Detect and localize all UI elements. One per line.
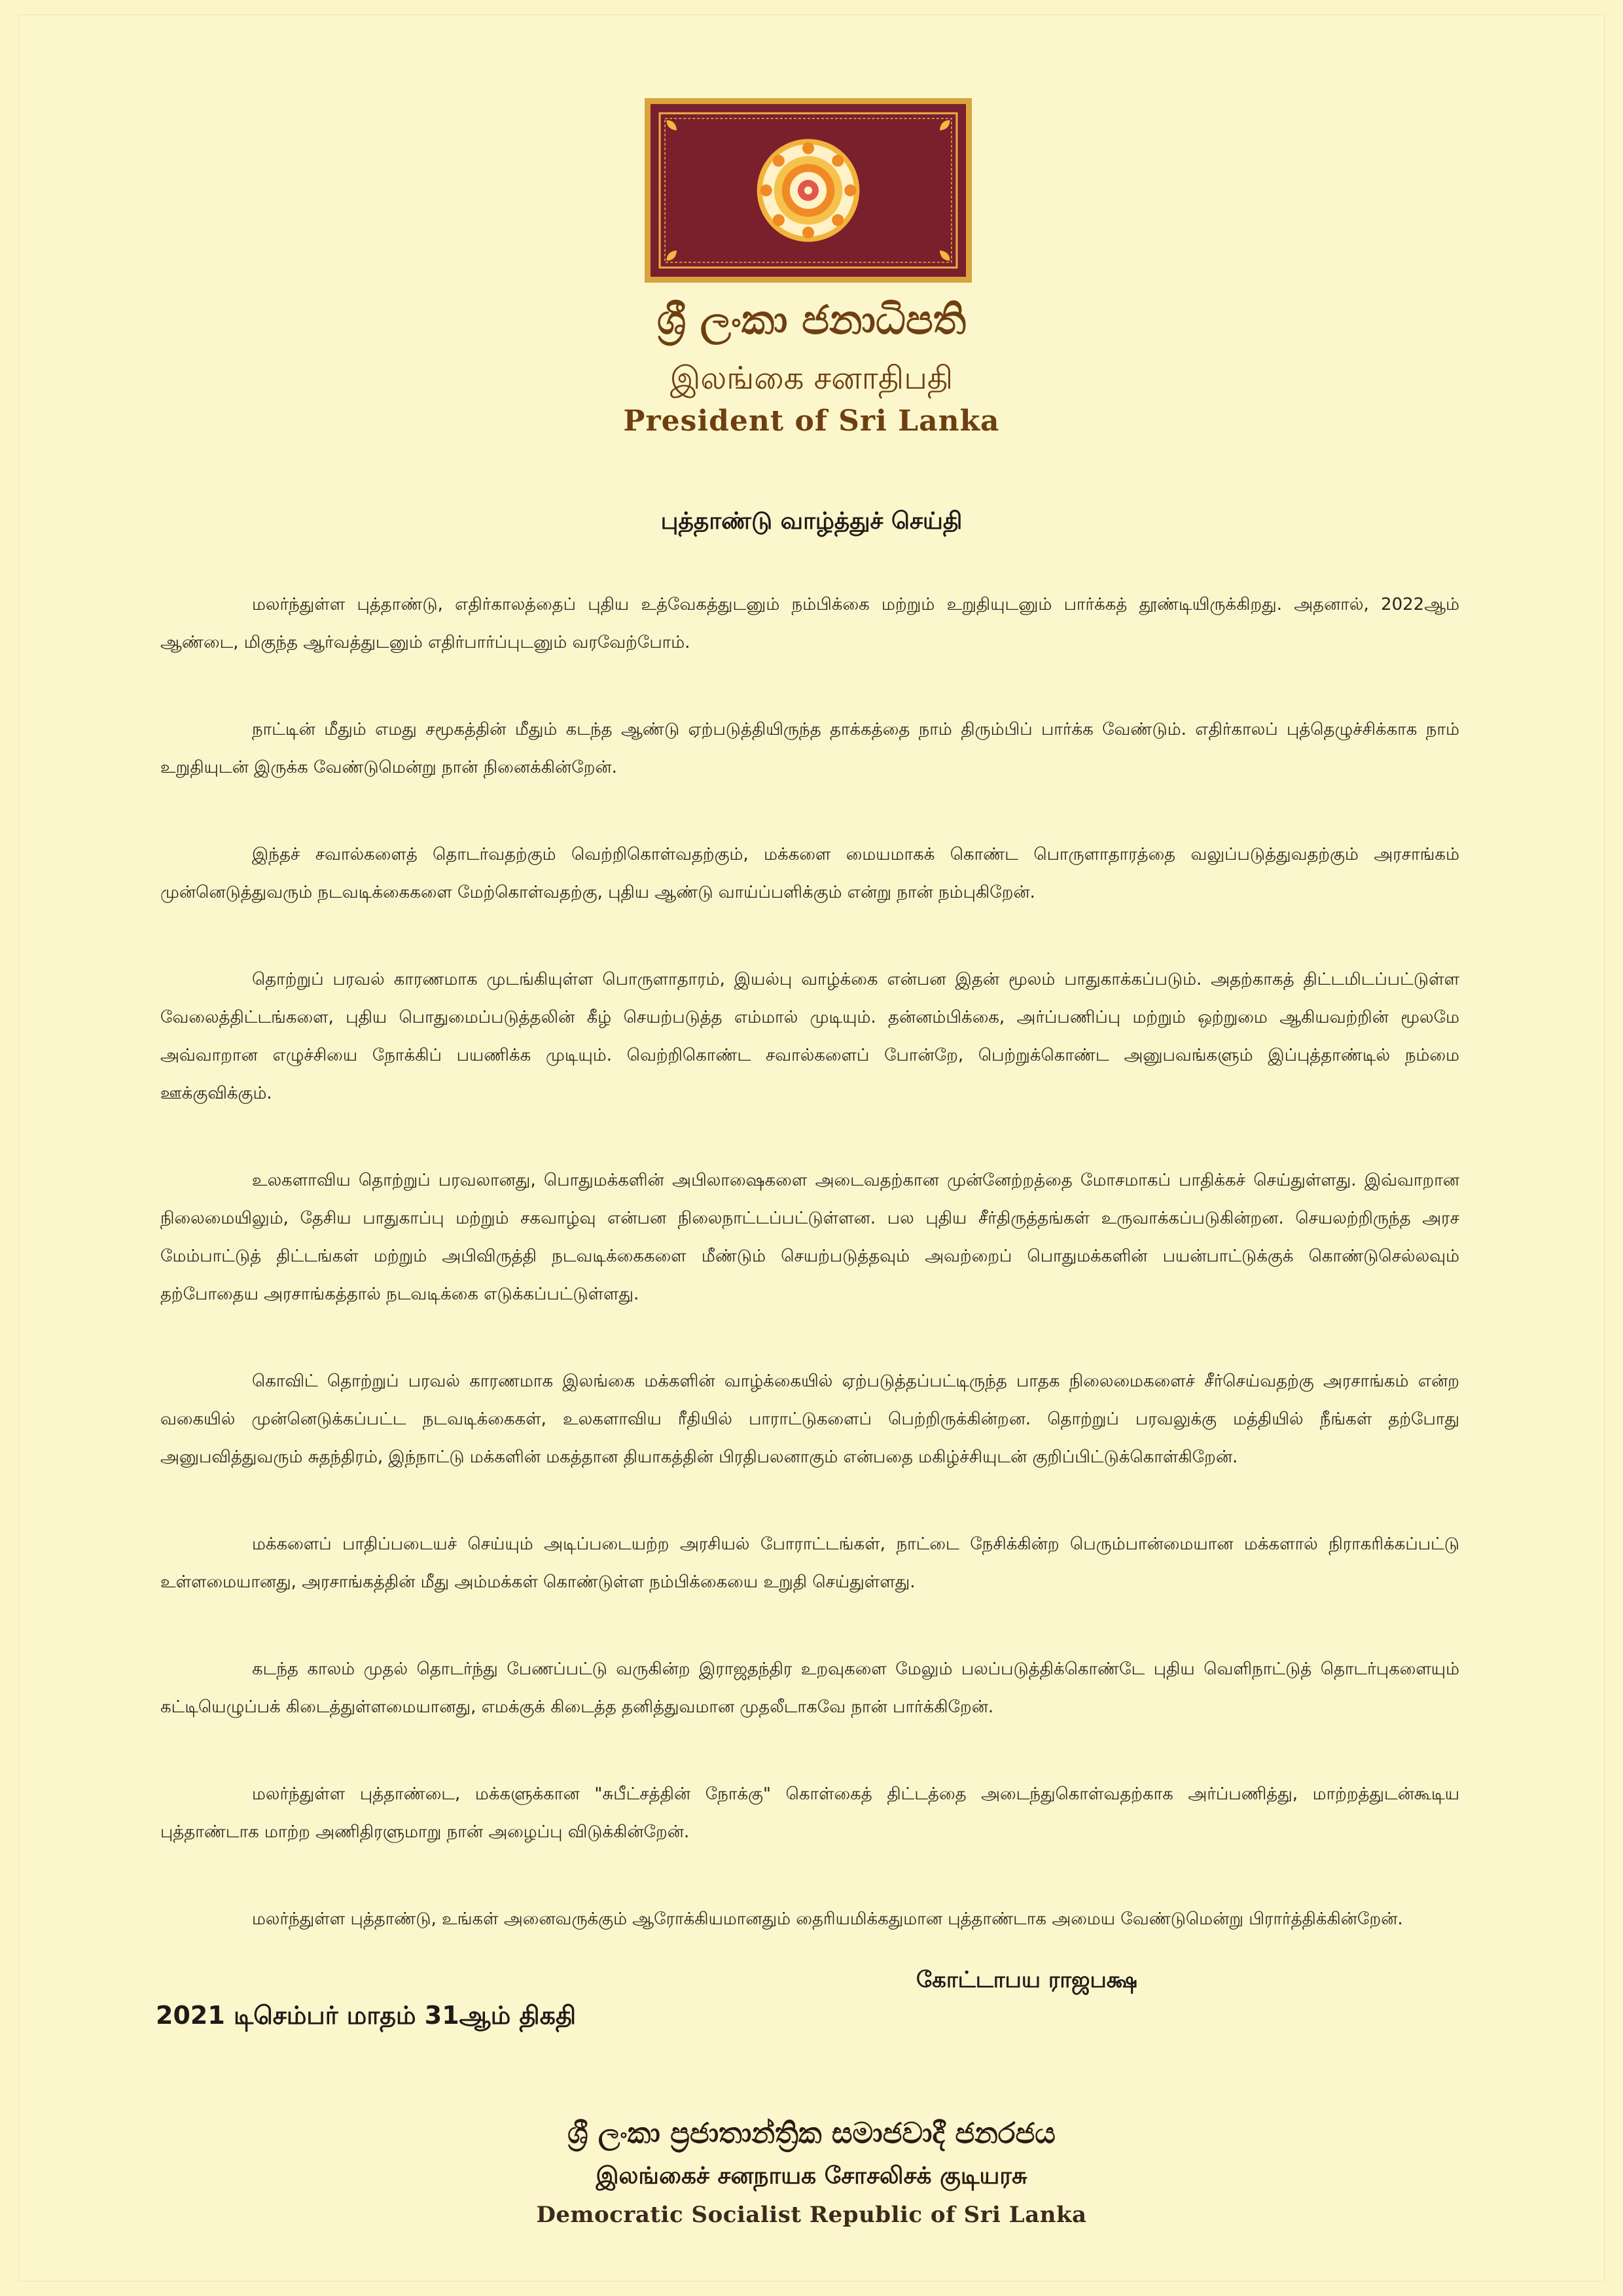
paragraph: இந்தச் சவால்களைத் தொடர்வதற்கும் வெற்றிகொள்வதற்கும், மக்களை மையமாகக் கொண்ட பொருளாதாரத்தை வலுப்படுத்துவதற்கும் அரசாங்கம் முன்னெடுத்துவரும் நடவடிக்கைகளை மேற்கொள்வதற்கு, புதிய ஆண்டு வாய்ப்பளிக்கும் என்று நான் நம்புகிறேன்.: [160, 845, 1459, 902]
document-date: 2021 டிசெம்பர் மாதம் 31ஆம் திகதி: [156, 2001, 577, 2030]
paragraph: மக்களைப் பாதிப்படையச் செய்யும் அடிப்படையற்ற அரசியல் போராட்டங்கள், நாட்டை நேசிக்கின்ற பெரும்பான்மையான மக்களால் நிராகரிக்கப்பட்டு உள்ளமையானது, அரசாங்கத்தின் மீது அம்மக்கள் கொண்டுள்ள நம்பிக்கையை உறுதி செய்துள்ளது.: [160, 1534, 1459, 1592]
footer-sinhala: ශ්‍රී ලංකා ප්‍රජාතාන්ත්‍රික සමාජවාදී ජනරජය: [567, 2117, 1056, 2150]
header-english: President of Sri Lanka: [623, 404, 1000, 438]
header-tamil: இலங்கை சனாதிபதி: [669, 360, 954, 397]
paragraph: உலகளாவிய தொற்றுப் பரவலானது, பொதுமக்களின் அபிலாஷைகளை அடைவதற்கான முன்னேற்றத்தை மோசமாகப் பாதிக்கச் செய்துள்ளது. இவ்வாறான நிலைமையிலும், தேசிய பாதுகாப்பு மற்றும் சகவாழ்வு என்பன நிலைநாட்டப்பட்டுள்ளன. பல புதிய சீர்திருத்தங்கள் உருவாக்கப்படுகின்றன. செயலற்றிருந்த அரச மேம்பாட்டுத் திட்டங்கள் மற்றும் அபிவிருத்தி நடவடிக்கைகளை மீண்டும் செயற்படுத்தவும் அவற்றைப் பொதுமக்களின் பயன்பாட்டுக்குக் கொண்டுசெல்லவும் தற்போதைய அரசாங்கத்தால் நடவடிக்கை எடுக்கப்பட்டுள்ளது.: [160, 1171, 1459, 1304]
paragraph: நாட்டின் மீதும் எமது சமூகத்தின் மீதும் கடந்த ஆண்டு ஏற்படுத்தியிருந்த தாக்கத்தை நாம் திரும்பிப் பார்க்க வேண்டும். எதிர்காலப் புத்தெழுச்சிக்காக நாம் உறுதியுடன் இருக்க வேண்டுமென்று நான் நினைக்கின்றேன்.: [160, 720, 1459, 777]
footer-english: Democratic Socialist Republic of Sri Lanka: [536, 2202, 1087, 2228]
paragraph: கொவிட் தொற்றுப் பரவல் காரணமாக இலங்கை மக்களின் வாழ்க்கையில் ஏற்படுத்தப்பட்டிருந்த பாதக நிலைமைகளைச் சீர்செய்வதற்கு அரசாங்கம் என்ற வகையில் முன்னெடுக்கப்பட்ட நடவடிக்கைகள், உலகளாவிய ரீதியில் பாராட்டுகளைப் பெற்றிருக்கின்றன. தொற்றுப் பரவலுக்கு மத்தியில் நீங்கள் தற்போது அனுபவித்துவரும் சுதந்திரம், இந்நாட்டு மக்களின் மகத்தான தியாகத்தின் பிரதிபலனாகும் என்பதை மகிழ்ச்சியுடன் குறிப்பிட்டுக்கொள்கிறேன்.: [160, 1371, 1459, 1467]
paragraph: மலர்ந்துள்ள புத்தாண்டு, உங்கள் அனைவருக்கும் ஆரோக்கியமானதும் தைரியமிக்கதுமான புத்தாண்டாக அமைய வேண்டுமென்று பிரார்த்திக்கின்றேன்.: [252, 1909, 1403, 1929]
signatory-name: கோட்டாபய ராஜபக்ஷ: [916, 1967, 1138, 1993]
paragraph: தொற்றுப் பரவல் காரணமாக முடங்கியுள்ள பொருளாதாரம், இயல்பு வாழ்க்கை என்பன இதன் மூலம் பாதுகாக்கப்படும். அதற்காகத் திட்டமிடப்பட்டுள்ள வேலைத்திட்டங்களை, புதிய பொதுமைப்படுத்தலின் கீழ் செயற்படுத்த எம்மால் முடியும். தன்னம்பிக்கை, அர்ப்பணிப்பு மற்றும் ஒற்றுமை ஆகியவற்றின் மூலமே அவ்வாறான எழுச்சியை நோக்கிப் பயணிக்க முடியும். வெற்றிகொண்ட சவால்களைப் போன்றே, பெற்றுக்கொண்ட அனுபவங்களும் இப்புத்தாண்டில் நம்மை ஊக்குவிக்கும்.: [160, 970, 1459, 1103]
paragraph: மலர்ந்துள்ள புத்தாண்டு, எதிர்காலத்தைப் புதிய உத்வேகத்துடனும் நம்பிக்கை மற்றும் உறுதியுடனும் பார்க்கத் தூண்டியிருக்கிறது. அதனால், 2022ஆம் ஆண்டை, மிகுந்த ஆர்வத்துடனும் எதிர்பார்ப்புடனும் வரவேற்போம்.: [160, 595, 1459, 652]
header-sinhala: ශ්‍රී ලංකා ජනාධිපති: [656, 296, 967, 344]
document-title: புத்தாண்டு வாழ்த்துச் செய்தி: [660, 508, 963, 535]
message-body: [160, 586, 1459, 1987]
presidential-flag-emblem-icon: [645, 98, 972, 283]
footer-tamil: இலங்கைச் சனநாயக சோசலிசக் குடியரசு: [596, 2163, 1027, 2189]
paragraph: கடந்த காலம் முதல் தொடர்ந்து பேணப்பட்டு வருகின்ற இராஜதந்திர உறவுகளை மேலும் பலப்படுத்திக்கொண்டே புதிய வெளிநாட்டுத் தொடர்புகளையும் கட்டியெழுப்பக் கிடைத்துள்ளமையானது, எமக்குக் கிடைத்த தனித்துவமான முதலீடாகவே நான் பார்க்கிறேன்.: [160, 1659, 1459, 1717]
paragraph: மலர்ந்துள்ள புத்தாண்டை, மக்களுக்கான "சுபீட்சத்தின் நோக்கு" கொள்கைத் திட்டத்தை அடைந்துகொள்வதற்காக அர்ப்பணித்து, மாற்றத்துடன்கூடிய புத்தாண்டாக மாற்ற அணிதிரளுமாறு நான் அழைப்பு விடுக்கின்றேன்.: [160, 1784, 1459, 1842]
